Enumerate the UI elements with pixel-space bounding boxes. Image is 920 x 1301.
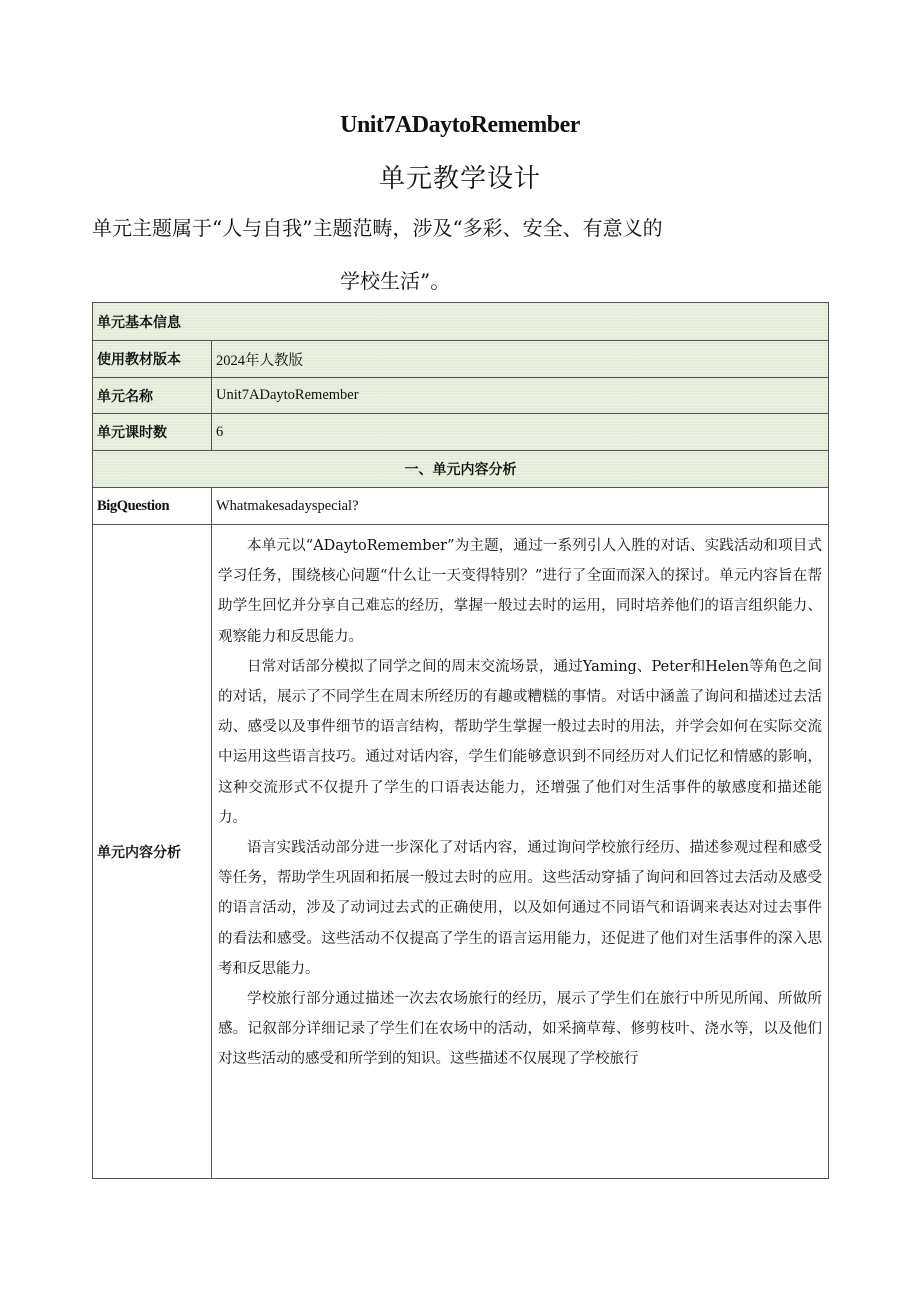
basic-info-header: 单元基本信息 <box>93 303 829 341</box>
content-analysis-label: 单元内容分析 <box>93 525 212 1179</box>
document-title: Unit7ADaytoRemember <box>340 112 580 138</box>
content-paragraph-1: 本单元以“ADaytoRemember”为主题，通过一系列引人入胜的对话、实践活动和项目式学习任务，围绕核心问题“什么让一天变得特别？”进行了全面而深入的探讨。单元内容旨在帮助学生回忆并分享自己难忘的经历，掌握一般过去时的运用，同时培养他们的语言组织能力、观察能力和反思能力。 <box>218 538 822 645</box>
textbook-version-value: 2024年人教版 <box>212 341 829 378</box>
unit-design-table <box>92 302 829 1179</box>
unit-name-row <box>93 378 829 414</box>
textbook-version-label: 使用教材版本 <box>93 341 212 378</box>
content-paragraph-3: 语言实践活动部分进一步深化了对话内容，通过询问学校旅行经历、描述参观过程和感受等任务，帮助学生巩固和拓展一般过去时的应用。这些活动穿插了询问和回答过去活动及感受的语言活动，涉及了动词过去式的正确使用，以及如何通过不同语气和语调来表达对过去事件的看法和感受。这些活动不仅提高了学生的语言运用能力，还促进了他们对生活事件的深入思考和反思能力。 <box>218 840 822 977</box>
unit-name-value: Unit7ADaytoRemember <box>212 378 829 414</box>
theme-statement-line1: 单元主题属于“人与自我”主题范畴，涉及“多彩、安全、有意义的 <box>92 216 663 240</box>
document-subtitle: 单元教学设计 <box>378 164 541 194</box>
lesson-count-value: 6 <box>212 414 829 451</box>
big-question-label: BigQuestion <box>93 488 212 525</box>
lesson-count-row <box>93 414 829 451</box>
section1-header: 一、单元内容分析 <box>93 451 829 488</box>
content-analysis-row <box>93 525 829 1179</box>
big-question-row <box>93 488 829 525</box>
textbook-version-row <box>93 341 829 378</box>
big-question-value: Whatmakesadayspecial? <box>212 488 829 525</box>
content-paragraph-2: 日常对话部分模拟了同学之间的周末交流场景，通过Yaming、Peter和Helen等角色之间的对话，展示了不同学生在周末所经历的有趣或糟糕的事情。对话中涵盖了询问和描述过去活动、感受以及事件细节的语言结构，帮助学生掌握一般过去时的用法，并学会如何在实际交流中运用这些语言技巧。通过对话内容，学生们能够意识到不同经历对人们记忆和情感的影响，这种交流形式不仅提升了学生的口语表达能力，还增强了他们对生活事件的敏感度和描述能力。 <box>218 658 822 826</box>
basic-info-header-row <box>93 303 829 341</box>
section1-header-row <box>93 451 829 488</box>
content-analysis-body <box>212 525 829 1179</box>
lesson-count-label: 单元课时数 <box>93 414 212 451</box>
unit-name-label: 单元名称 <box>93 378 212 414</box>
content-paragraph-4: 学校旅行部分通过描述一次去农场旅行的经历，展示了学生们在旅行中所见所闻、所做所感。记叙部分详细记录了学生们在农场中的活动，如采摘草莓、修剪枝叶、浇水等，以及他们对这些活动的感受和所学到的知识。这些描述不仅展现了学校旅行 <box>218 991 822 1068</box>
theme-statement-line2: 学校生活”。 <box>340 269 451 293</box>
